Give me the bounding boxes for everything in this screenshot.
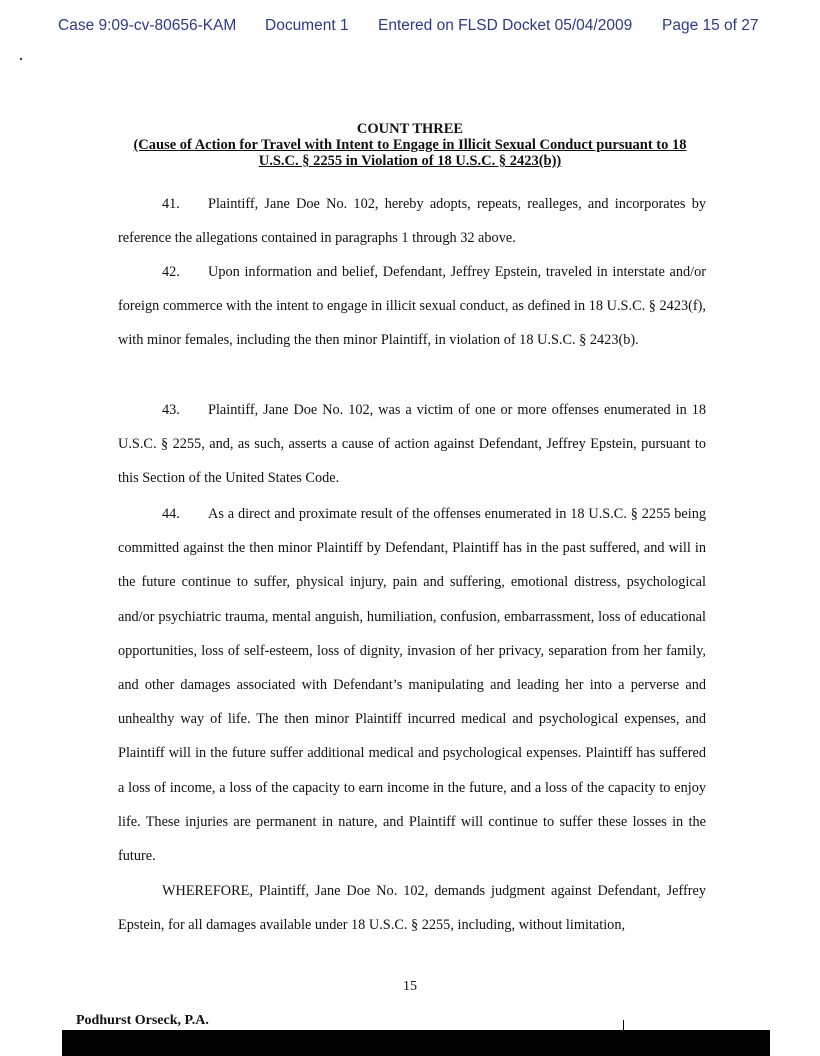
paragraph-44 <box>118 497 706 873</box>
firm-name: Podhurst Orseck, P.A. <box>76 1013 209 1028</box>
page-number: 15 <box>403 979 417 994</box>
footer-bar <box>62 1030 770 1056</box>
paragraph-41 <box>118 187 706 255</box>
paragraph-43 <box>118 393 706 496</box>
paragraph-42 <box>118 255 706 358</box>
footer-mark <box>623 1020 624 1030</box>
document-number: Document 1 <box>265 17 349 34</box>
paragraph-number: 43. <box>162 402 180 418</box>
paragraph-text: As a direct and proximate result of the offenses enumerated in 18 U.S.C. § 2255 being committed against the then minor Plaintiff by Defendant, Plaintiff has in the past suffered, and will in the future continue to suffer, physical injury, pain and suffering, emotional distress, psychological and/or psychiatric trauma, mental anguish, humiliation, confusion, embarrassment, loss of educational opportunities, loss of self-esteem, loss of dignity, invasion of her privacy, separation from her family, and other damages associated with Defendant’s manipulating and leading her into a perverse and unhealthy way of life. The then minor Plaintiff incurred medical and psychological expenses, and Plaintiff will in the future suffer additional medical and psychological expenses. Plaintiff has suffered a loss of income, a loss of the capacity to earn income in the future, and a loss of the capacity to enjoy life. These injuries are permanent in nature, and Plaintiff will continue to suffer these losses in the future. <box>118 506 706 865</box>
paragraph-text: Upon information and belief, Defendant, Jeffrey Epstein, traveled in interstate and/or foreign commerce with the intent to engage in illicit sexual conduct, as defined in 18 U.S.C. § 2423(f), with minor females, including the then minor Plaintiff, in violation of 18 U.S.C. § 2423(b). <box>118 264 706 349</box>
page-of-total: Page 15 of 27 <box>662 17 759 34</box>
paragraph-text: Plaintiff, Jane Doe No. 102, was a victim of one or more offenses enumerated in 18 U.S.C. § 2255, and, as such, asserts a cause of action against Defendant, Jeffrey Epstein, pursuant to this Section of the United States Code. <box>118 402 706 487</box>
docket-entry: Entered on FLSD Docket 05/04/2009 <box>378 17 633 34</box>
paragraph-number: 42. <box>162 264 180 280</box>
wherefore-clause: WHEREFORE, Plaintiff, Jane Doe No. 102, demands judgment against Defendant, Jeffrey Epstein, for all damages available under 18 U.S.C. § 2255, including, without limitation, <box>118 883 706 934</box>
paragraph-text: Plaintiff, Jane Doe No. 102, hereby adopts, repeats, realleges, and incorporates by reference the allegations contained in paragraphs 1 through 32 above. <box>118 196 706 247</box>
paragraph-number: 44. <box>162 506 180 522</box>
scan-mark <box>20 58 22 60</box>
count-title: COUNT THREE <box>356 121 464 137</box>
count-subtitle: (Cause of Action for Travel with Intent to Engage in Illicit Sexual Conduct pursuant to 18 U.S.C. § 2255 in Violation of 18 U.S.C. § 2423(b)) <box>133 137 687 169</box>
paragraph-number: 41. <box>162 196 180 212</box>
count-heading <box>100 121 720 169</box>
case-number: Case 9:09-cv-80656-KAM <box>58 17 237 34</box>
